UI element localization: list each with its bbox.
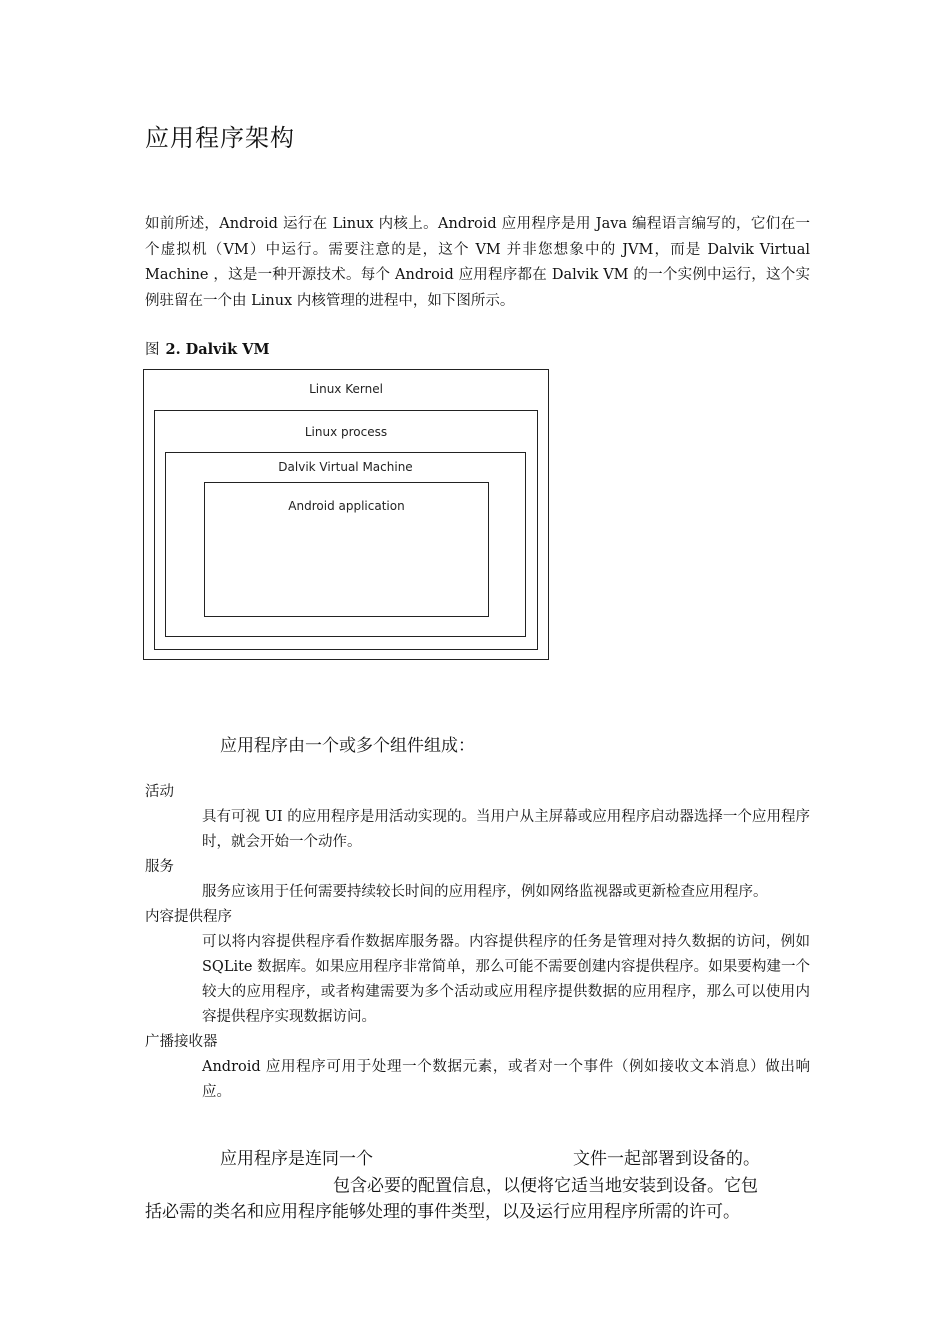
components-intro: 应用程序由一个或多个组件组成： [220, 736, 475, 756]
component-description: 具有可视 UI 的应用程序是用活动实现的。当用户从主屏幕或应用程序启动器选择一个应用程序时，就会开始一个动作。 [202, 809, 810, 850]
component-term: 活动 [145, 784, 174, 800]
linux-process-label: Linux process [304, 425, 388, 439]
figure-caption-prefix: 图 [145, 342, 160, 358]
component-description: 服务应该用于任何需要持续较长时间的应用程序，例如网络监视器或更新检查应用程序。 [202, 884, 768, 900]
closing-line-1 [145, 1146, 810, 1173]
figure-caption [145, 338, 270, 359]
page-title: 应用程序架构 [145, 124, 295, 152]
linux-kernel-label: Linux Kernel [309, 382, 383, 396]
closing-part-4: 括必需的类名和应用程序能够处理的事件类型，以及运行应用程序所需的许可。 [145, 1202, 740, 1222]
component-term: 内容提供程序 [145, 909, 232, 925]
component-term: 广播接收器 [145, 1034, 218, 1050]
component-description: Android 应用程序可用于处理一个数据元素，或者对一个事件（例如接收文本消息）做出响应。 [202, 1059, 810, 1100]
closing-part-1: 应用程序是连同一个 [220, 1149, 373, 1169]
component-description: 可以将内容提供程序看作数据库服务器。内容提供程序的任务是管理对持久数据的访问，例如 SQLite 数据库。如果应用程序非常简单，那么可能不需要创建内容提供程序。如果要构建一个较大的应用程序，或者构建需要为多个活动或应用程序提供数据的应用程序，那么可以使用内容提供程序实现数据访问。 [202, 934, 810, 1025]
android-application-box [204, 482, 489, 617]
closing-part-2: 文件一起部署到设备的。 [573, 1149, 760, 1169]
closing-part-3: 包含必要的配置信息，以便将它适当地安装到设备。它包 [333, 1175, 758, 1196]
dalvik-vm-label: Dalvik Virtual Machine [278, 460, 413, 474]
intro-paragraph: 如前所述，Android 运行在 Linux 内核上。Android 应用程序是用 Java 编程语言编写的，它们在一个虚拟机（VM）中运行。需要注意的是，这个 VM 并非您想象中的 JVM，而是 Dalvik Virtual Machine ，这是一种开源技术。每个 Android 应用程序都在 Dalvik VM 的一个实例中运行，这个实例驻留在一个由 Linux 内核管理的进程中，如下图所示。 [145, 216, 810, 309]
closing-paragraph [145, 1146, 810, 1226]
android-application-label: Android application [288, 499, 405, 513]
figure-caption-text: 2. Dalvik VM [165, 341, 270, 358]
dalvik-vm-diagram [143, 369, 549, 660]
component-term: 服务 [145, 859, 174, 875]
component-definition-list [145, 780, 810, 1105]
